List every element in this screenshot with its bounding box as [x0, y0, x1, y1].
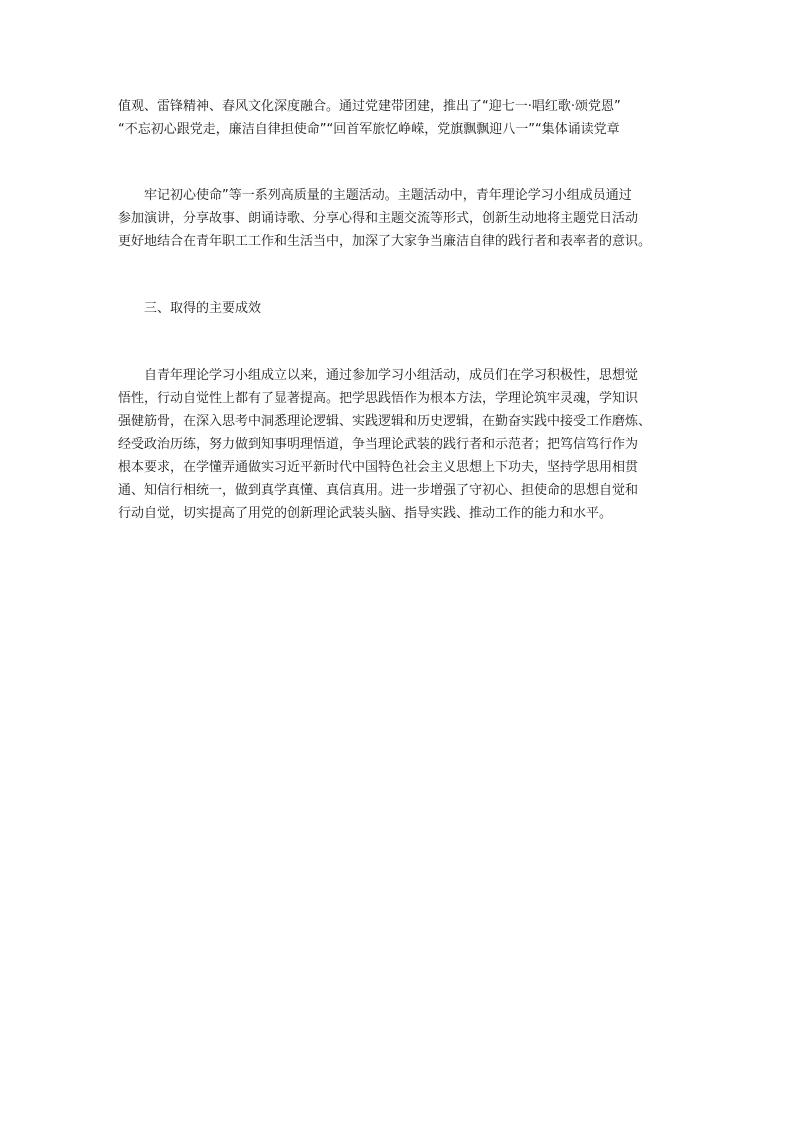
text-line: 值观、雷锋精神、春风文化深度融合。通过党建带团建，推出了“迎七一·唱红歌·颂党恩” — [118, 99, 621, 114]
text-line: 强健筋骨，在深入思考中洞悉理论逻辑、实践逻辑和历史逻辑，在勤奋实践中接受工作磨炼、 — [118, 414, 652, 429]
paragraph-achievements — [118, 364, 684, 525]
heading-text: 三、取得的主要成效 — [118, 301, 262, 316]
section-heading — [118, 297, 684, 320]
text-line: 更好地结合在青年职工工作和生活当中，加深了大家争当廉洁自律的践行者和表率者的意识。 — [118, 234, 652, 249]
text-line: 悟性，行动自觉性上都有了显著提高。把学思践悟作为根本方法，学理论筑牢灵魂，学知识 — [118, 391, 639, 406]
text-line: 牢记初心使命”等一系列高质量的主题活动。主题活动中，青年理论学习小组成员通过 — [118, 188, 632, 203]
paragraph-theme-activities — [118, 184, 684, 253]
text-line: 通、知信行相统一，做到真学真懂、真信真用。进一步增强了守初心、担使命的思想自觉和 — [118, 483, 639, 498]
text-line: 参加演讲，分享故事、朗诵诗歌、分享心得和主题交流等形式，创新生动地将主题党日活动 — [118, 211, 639, 226]
text-line: 根本要求，在学懂弄通做实习近平新时代中国特色社会主义思想上下功夫，坚持学思用相贯 — [118, 460, 639, 475]
text-line: 行动自觉，切实提高了用党的创新理论武装头脑、指导实践、推动工作的能力和水平。 — [118, 506, 613, 521]
paragraph-activities-intro — [118, 95, 684, 141]
text-line: “不忘初心跟党走，廉洁自律担使命”“回首军旅忆峥嵘，党旗飘飘迎八一”“集体诵读党章 — [118, 122, 620, 137]
text-line: 经受政治历练，努力做到知事明理悟道，争当理论武装的践行者和示范者；把笃信笃行作为 — [118, 437, 639, 452]
text-line: 自青年理论学习小组成立以来，通过参加学习小组活动，成员们在学习积极性，思想觉 — [118, 368, 639, 383]
